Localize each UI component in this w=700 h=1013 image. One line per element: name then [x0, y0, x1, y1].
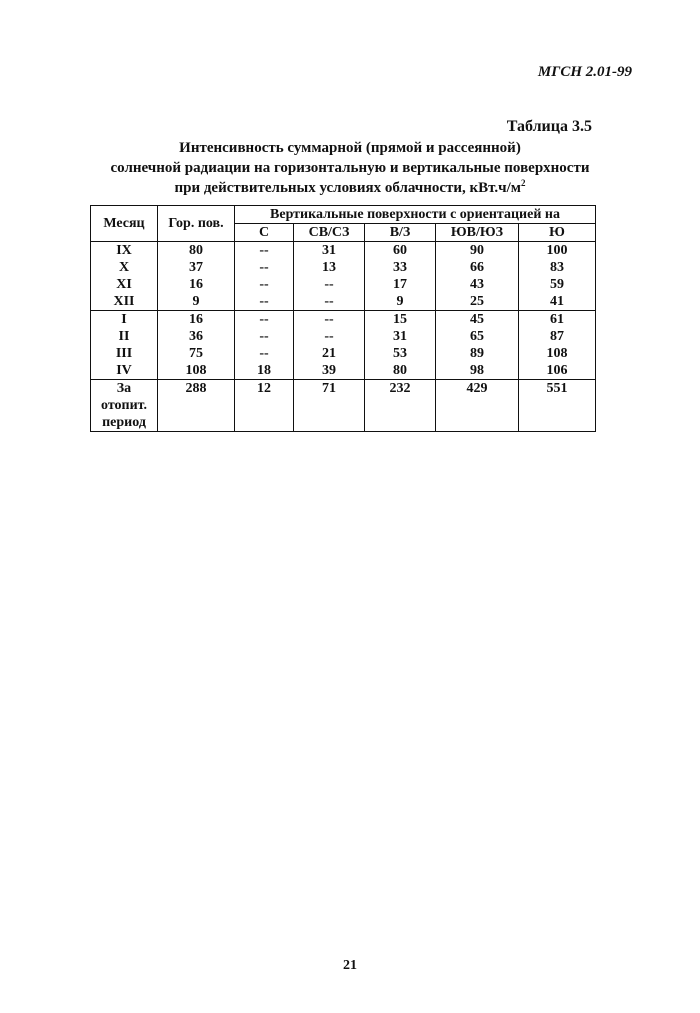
cell-n: 12 [235, 380, 294, 432]
cell-s: 106 [519, 362, 596, 380]
cell-ne-nw: 21 [294, 345, 365, 362]
table-row [91, 311, 596, 329]
page-number: 21 [343, 958, 357, 973]
cell-n: -- [235, 345, 294, 362]
cell-month: I [91, 311, 158, 329]
cell-e-w: 232 [365, 380, 436, 432]
cell-se-sw: 45 [436, 311, 519, 329]
cell-horizontal: 75 [158, 345, 235, 362]
cell-month: XI [91, 276, 158, 293]
cell-n: -- [235, 259, 294, 276]
table-row [91, 362, 596, 380]
header-orientation-s: Ю [519, 224, 596, 242]
cell-ne-nw: 71 [294, 380, 365, 432]
cell-s: 41 [519, 293, 596, 311]
cell-se-sw: 429 [436, 380, 519, 432]
caption-line-3 [90, 178, 610, 198]
caption-line-2: солнечной радиации на горизонтальную и вертикальные поверхности [110, 160, 590, 176]
table-row [91, 259, 596, 276]
cell-se-sw: 25 [436, 293, 519, 311]
radiation-table [90, 205, 596, 432]
table-total-row [91, 380, 596, 432]
cell-ne-nw: -- [294, 311, 365, 329]
cell-n: -- [235, 328, 294, 345]
cell-e-w: 60 [365, 242, 436, 260]
cell-se-sw: 98 [436, 362, 519, 380]
cell-e-w: 80 [365, 362, 436, 380]
cell-s: 108 [519, 345, 596, 362]
cell-month: III [91, 345, 158, 362]
header-orientation-se-sw: ЮВ/ЮЗ [436, 224, 519, 242]
cell-horizontal: 9 [158, 293, 235, 311]
cell-s: 59 [519, 276, 596, 293]
cell-e-w: 33 [365, 259, 436, 276]
cell-horizontal: 16 [158, 311, 235, 329]
cell-n: -- [235, 242, 294, 260]
cell-horizontal: 80 [158, 242, 235, 260]
cell-month: XII [91, 293, 158, 311]
cell-month: X [91, 259, 158, 276]
cell-s: 83 [519, 259, 596, 276]
cell-n: 18 [235, 362, 294, 380]
header-orientation-ne-nw: СВ/СЗ [294, 224, 365, 242]
table-row [91, 276, 596, 293]
table-row [91, 242, 596, 260]
table-header-row-1 [91, 206, 596, 224]
cell-ne-nw: 39 [294, 362, 365, 380]
table-row [91, 345, 596, 362]
cell-e-w: 31 [365, 328, 436, 345]
cell-ne-nw: -- [294, 293, 365, 311]
cell-e-w: 15 [365, 311, 436, 329]
cell-horizontal: 288 [158, 380, 235, 432]
period-label-line-1: За [116, 381, 132, 396]
cell-s: 551 [519, 380, 596, 432]
cell-s: 61 [519, 311, 596, 329]
caption-line-1: Интенсивность суммарной (прямой и рассеянной) [179, 140, 521, 156]
cell-horizontal: 16 [158, 276, 235, 293]
cell-n: -- [235, 276, 294, 293]
cell-horizontal: 36 [158, 328, 235, 345]
cell-n: -- [235, 311, 294, 329]
document-code: МГСН 2.01-99 [537, 64, 632, 80]
header-vertical-group: Вертикальные поверхности с ориентацией на [235, 206, 596, 224]
table-row [91, 293, 596, 311]
period-label-line-3: период [102, 415, 146, 430]
cell-se-sw: 89 [436, 345, 519, 362]
cell-n: -- [235, 293, 294, 311]
header-horizontal: Гор. пов. [158, 206, 235, 242]
cell-horizontal: 37 [158, 259, 235, 276]
header-month: Месяц [91, 206, 158, 242]
cell-s: 100 [519, 242, 596, 260]
cell-e-w: 53 [365, 345, 436, 362]
header-orientation-n: С [235, 224, 294, 242]
cell-month: II [91, 328, 158, 345]
cell-ne-nw: -- [294, 276, 365, 293]
period-label-line-2: отопит. [101, 398, 147, 413]
cell-se-sw: 65 [436, 328, 519, 345]
cell-se-sw: 66 [436, 259, 519, 276]
table-number: Таблица 3.5 [506, 118, 592, 135]
caption-line-3-text: при действительных условиях облачности, кВт.ч/м [174, 180, 522, 196]
table-caption [90, 138, 610, 198]
cell-e-w: 17 [365, 276, 436, 293]
cell-ne-nw: -- [294, 328, 365, 345]
cell-ne-nw: 31 [294, 242, 365, 260]
cell-se-sw: 43 [436, 276, 519, 293]
cell-month: IX [91, 242, 158, 260]
table-row [91, 328, 596, 345]
cell-month: IV [91, 362, 158, 380]
cell-horizontal: 108 [158, 362, 235, 380]
cell-se-sw: 90 [436, 242, 519, 260]
cell-period-label [91, 380, 158, 432]
cell-s: 87 [519, 328, 596, 345]
cell-e-w: 9 [365, 293, 436, 311]
header-orientation-e-w: В/З [365, 224, 436, 242]
cell-ne-nw: 13 [294, 259, 365, 276]
caption-unit-exponent: 2 [521, 178, 526, 188]
